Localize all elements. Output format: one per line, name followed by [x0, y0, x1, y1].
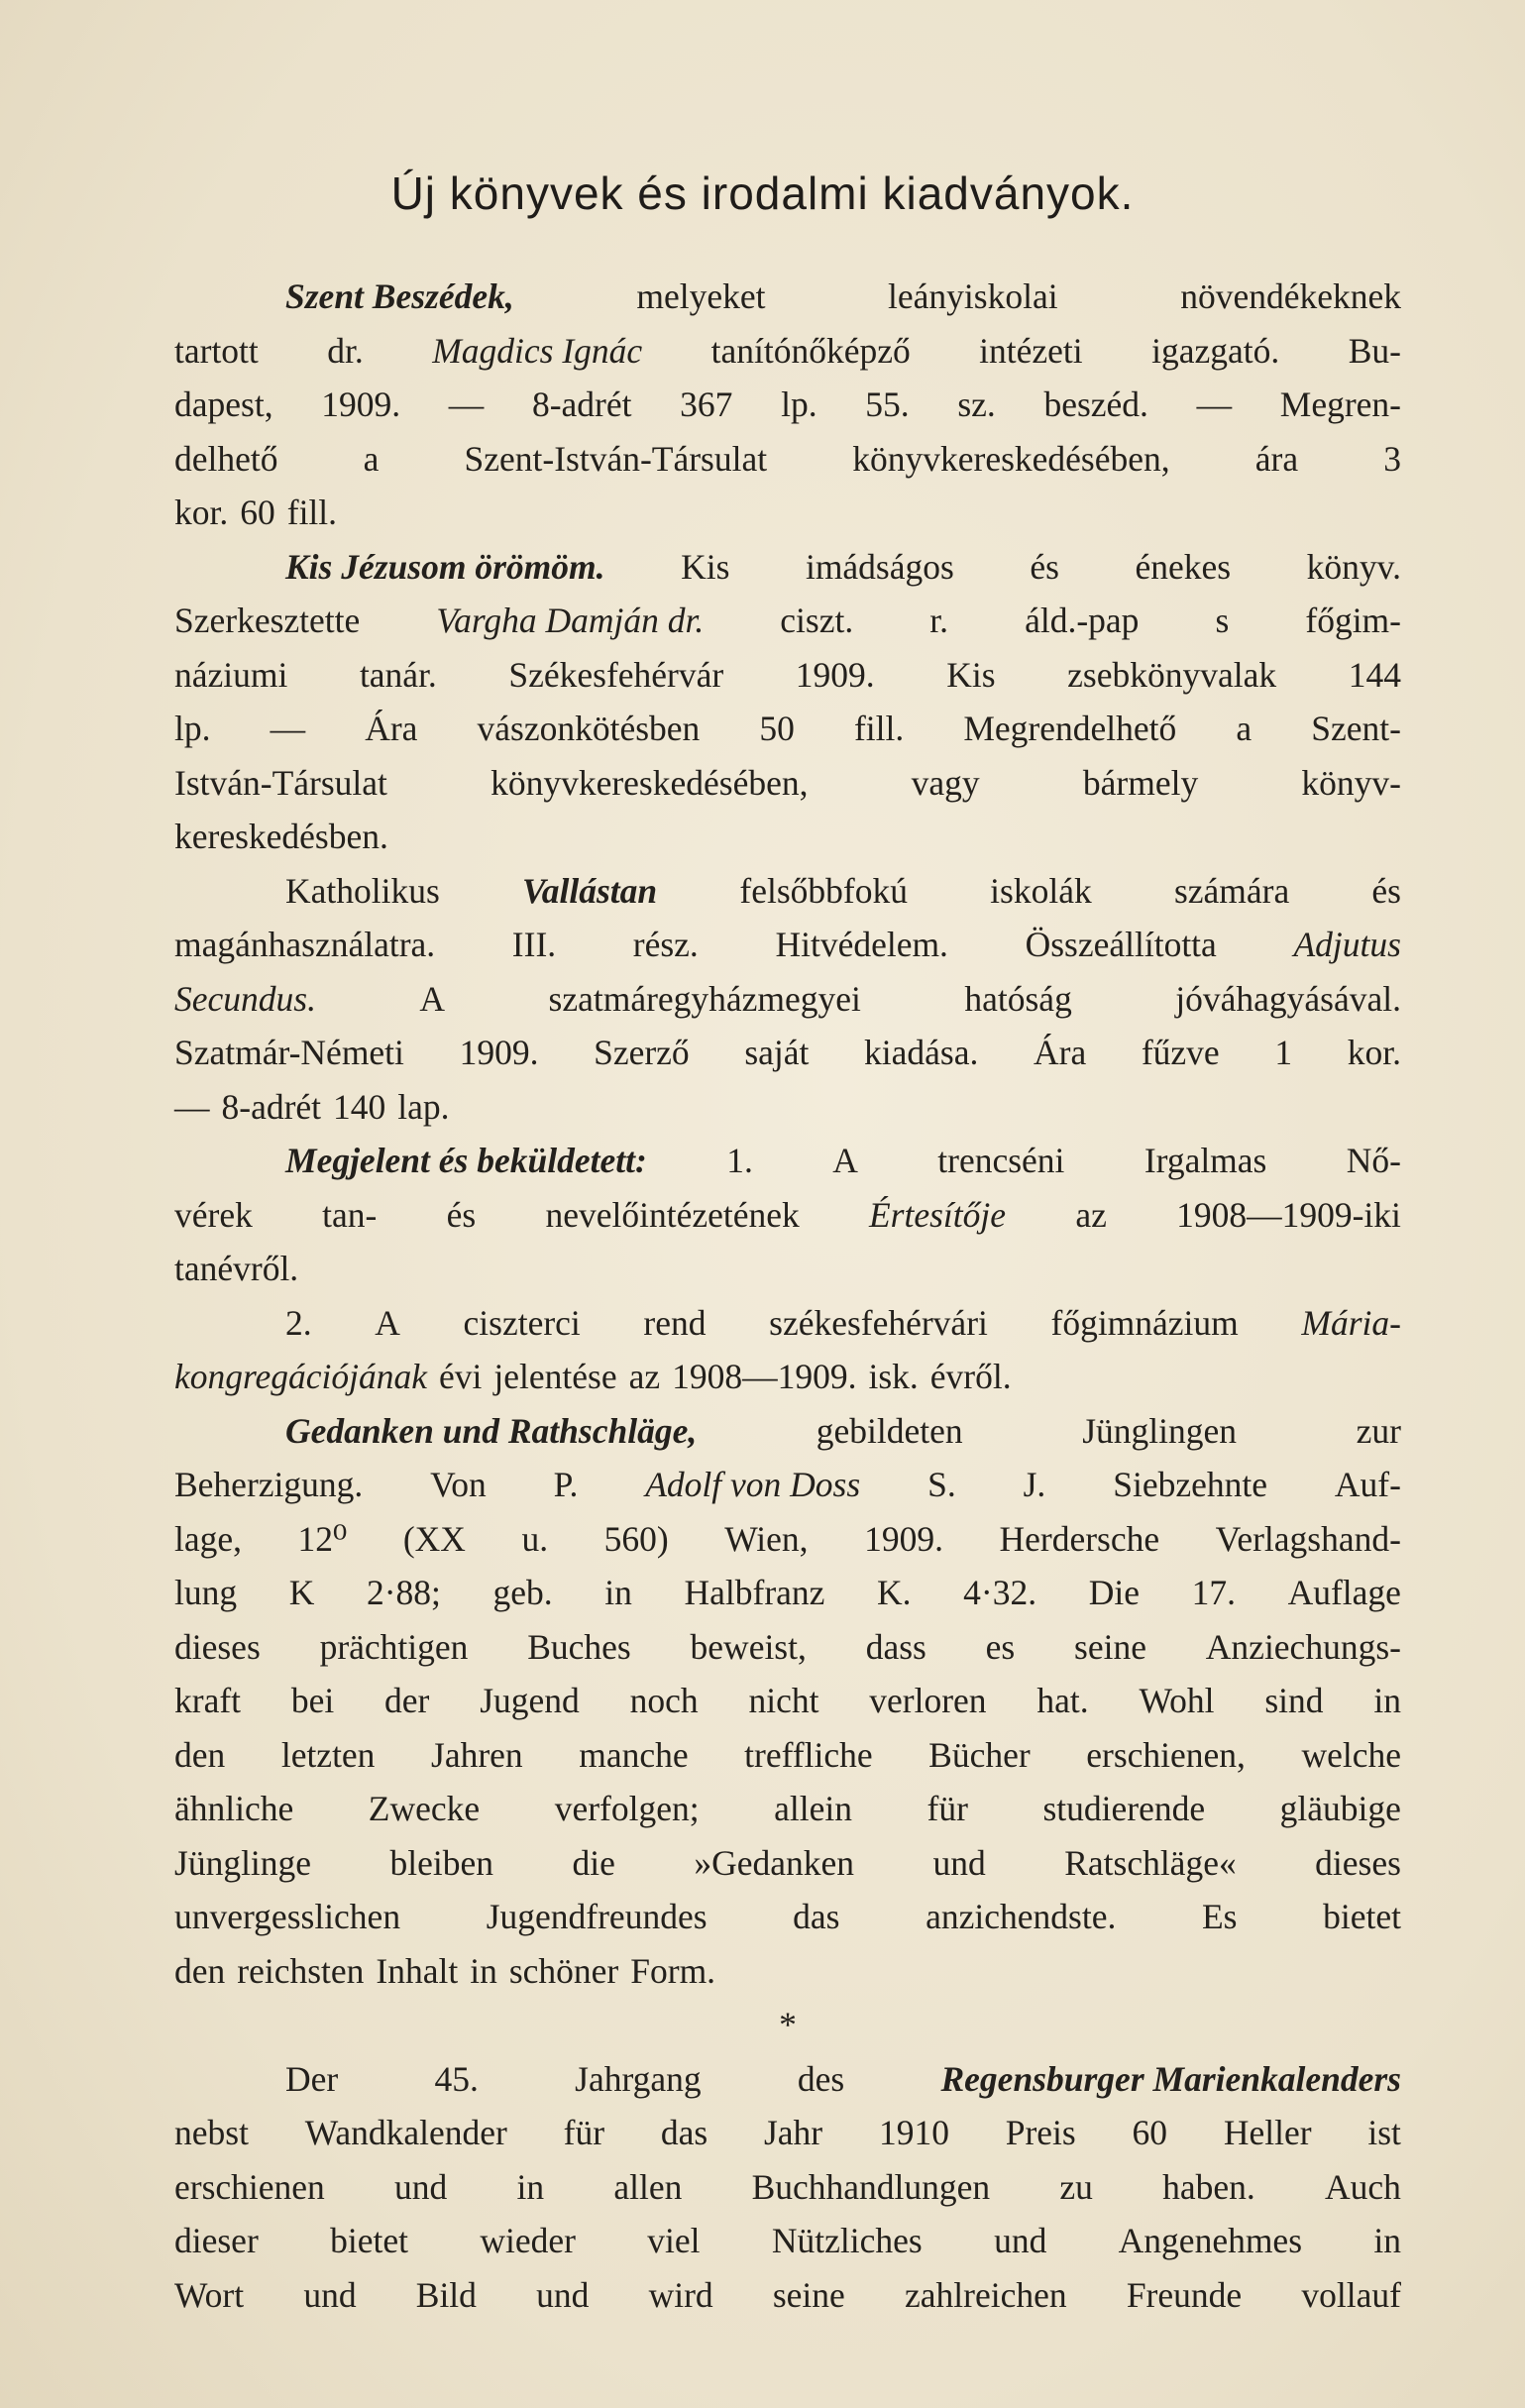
text-line	[174, 1728, 1401, 1783]
word: István-Társulat	[174, 762, 387, 803]
word: Nützliches	[771, 2221, 923, 2260]
word: Ratschläge«	[1064, 1842, 1237, 1883]
word: 12⁰	[297, 1518, 348, 1559]
word: P.	[553, 1465, 579, 1504]
word: S.	[927, 1465, 956, 1504]
word: in	[604, 1573, 632, 1612]
word: seine	[772, 2274, 845, 2315]
word: K	[288, 1573, 315, 1612]
word: számára	[1173, 870, 1290, 911]
text-line	[174, 1674, 1401, 1728]
word: Preis	[1005, 2113, 1076, 2152]
word: Bild	[415, 2274, 477, 2315]
word: 8-adrét	[221, 1086, 322, 1127]
text-line	[174, 486, 1401, 540]
word: 45.	[434, 2058, 479, 2099]
word: Auch	[1325, 2166, 1401, 2207]
word: és	[1371, 870, 1401, 911]
word: Megrendelhető	[963, 709, 1177, 748]
word: Kis	[681, 546, 730, 587]
word: dieses	[174, 1626, 261, 1667]
word: Inhalt	[376, 1950, 459, 1991]
word: viel	[647, 2221, 701, 2260]
word: fill.	[286, 493, 338, 532]
word: dapest,	[174, 384, 273, 424]
word: seine	[1074, 1626, 1146, 1667]
word: lp.	[174, 709, 211, 748]
word: noch	[629, 1681, 699, 1720]
word: Vargha Damján dr.	[436, 601, 705, 640]
text-line	[174, 1296, 1401, 1351]
word: »Gedanken	[694, 1842, 855, 1883]
word: dass	[865, 1626, 926, 1667]
word: az	[1075, 1194, 1107, 1235]
word: dr.	[327, 330, 364, 371]
word: 1909.	[459, 1033, 539, 1072]
paragraph	[174, 1998, 1401, 2052]
word: könyv-	[1301, 762, 1401, 803]
word: fűzve	[1141, 1033, 1220, 1072]
word: A	[419, 978, 446, 1019]
word: tanévről.	[174, 1249, 299, 1288]
word: allen	[613, 2166, 683, 2207]
word: 144	[1348, 654, 1401, 695]
word: A	[375, 1302, 400, 1343]
word: Jünglinge	[174, 1842, 312, 1883]
word: unvergesslichen	[174, 1897, 401, 1936]
word: tanár.	[359, 654, 437, 695]
paragraph	[174, 1404, 1401, 1999]
word: székesfehérvári	[769, 1302, 988, 1343]
word: Verlagshand-	[1215, 1518, 1401, 1559]
word: 1910	[878, 2113, 949, 2152]
word: geb.	[492, 1573, 553, 1612]
word: főgim-	[1305, 601, 1401, 640]
word: tartott	[174, 330, 259, 371]
word: a	[363, 438, 380, 479]
word: kor.	[174, 493, 229, 532]
word: vérek	[174, 1194, 253, 1235]
word: u.	[521, 1518, 549, 1559]
word: welche	[1301, 1734, 1401, 1775]
word: Es	[1201, 1897, 1238, 1936]
word: Secundus.	[174, 978, 316, 1019]
word: 140	[333, 1086, 386, 1127]
word: Regensburger Marienkalenders	[940, 2058, 1401, 2099]
text-line	[174, 1188, 1401, 1243]
word: in	[516, 2166, 545, 2207]
text-line	[174, 1242, 1401, 1296]
text-line	[174, 324, 1401, 379]
word: Szerkesztette	[174, 601, 361, 640]
text-body	[174, 270, 1401, 2322]
word: die	[572, 1842, 615, 1883]
word: 8-adrét	[531, 384, 632, 424]
word: das	[660, 2113, 708, 2152]
paragraph	[174, 1296, 1401, 1404]
word: vollauf	[1301, 2274, 1401, 2315]
word: bietet	[330, 2221, 408, 2260]
word: für	[926, 1789, 968, 1828]
word: Ára	[1033, 1033, 1087, 1072]
word: 50	[759, 709, 795, 748]
word: den	[174, 1734, 226, 1775]
text-line	[174, 1566, 1401, 1620]
word: wieder	[480, 2221, 576, 2260]
word: in	[470, 1950, 497, 1991]
word: Bücher	[928, 1734, 1031, 1775]
word: Zwecke	[368, 1789, 481, 1828]
text-line	[174, 918, 1401, 972]
word: felsőbbfokú	[739, 870, 908, 911]
word: kor.	[1347, 1033, 1401, 1072]
word: Katholikus	[285, 870, 440, 911]
word: Kis	[946, 654, 996, 695]
word: zur	[1356, 1410, 1401, 1451]
word: des	[797, 2058, 845, 2099]
word: Auflage	[1287, 1573, 1401, 1612]
word: dieser	[174, 2221, 259, 2260]
word: lp.	[781, 384, 817, 424]
text-line	[174, 1620, 1401, 1675]
word: erschienen,	[1086, 1734, 1246, 1775]
word: ähnliche	[174, 1789, 294, 1828]
word: 2·88;	[366, 1573, 441, 1612]
word: ist	[1367, 2113, 1401, 2152]
word: növendékeknek	[1180, 276, 1401, 316]
word: trencséni	[937, 1141, 1065, 1180]
word: manche	[579, 1734, 689, 1775]
word: 55.	[865, 384, 910, 424]
word: a	[1236, 709, 1253, 748]
word: rend	[643, 1302, 707, 1343]
word: 17.	[1191, 1573, 1236, 1612]
word: zsebkönyvalak	[1067, 654, 1277, 695]
word: rész.	[632, 925, 699, 964]
word: 1.	[726, 1141, 753, 1180]
word: nevelőintézetének	[545, 1194, 800, 1235]
text-line	[174, 1782, 1401, 1836]
word: III.	[511, 925, 557, 964]
word: Hitvédelem.	[775, 925, 948, 964]
word: Wohl	[1139, 1681, 1215, 1720]
text-line	[174, 594, 1401, 648]
word: haben.	[1162, 2166, 1255, 2207]
text-line	[174, 1404, 1401, 1459]
word: Jünglingen	[1082, 1410, 1238, 1451]
word: Megjelent és beküldetett:	[285, 1141, 647, 1180]
word: saját	[744, 1033, 810, 1072]
word: Megren-	[1279, 384, 1401, 424]
word: 367	[680, 384, 733, 424]
word: Nő-	[1346, 1141, 1401, 1180]
text-line	[174, 810, 1401, 864]
text-line	[174, 270, 1401, 324]
word: gebildeten	[816, 1410, 963, 1451]
word: —	[270, 709, 306, 748]
word: Értesítője	[869, 1194, 1007, 1235]
word: Der	[285, 2058, 339, 2099]
word: Szent Beszédek,	[285, 276, 514, 316]
word: prächtigen	[319, 1626, 469, 1667]
word: szatmáregyházmegyei	[548, 978, 861, 1019]
word: wird	[648, 2274, 713, 2315]
word: Mária-	[1301, 1302, 1401, 1343]
word: lage,	[174, 1518, 243, 1559]
word: 60	[1132, 2113, 1168, 2152]
word: und	[303, 2274, 357, 2315]
text-line	[174, 972, 1401, 1027]
word: Szatmár-Németi	[174, 1033, 404, 1072]
word: bietet	[1323, 1897, 1401, 1936]
word: Adolf von Doss	[645, 1465, 861, 1504]
text-line	[174, 1026, 1401, 1080]
text-line	[174, 1458, 1401, 1512]
text-line	[174, 1134, 1401, 1188]
word: Irgalmas	[1144, 1141, 1267, 1180]
word: dieses	[1315, 1842, 1401, 1883]
word: jelentése	[493, 1357, 617, 1396]
paragraph	[174, 1134, 1401, 1296]
word: 2.	[285, 1302, 312, 1343]
text-line	[174, 2106, 1401, 2160]
word: könyvkereskedésében,	[852, 438, 1170, 479]
text-line	[174, 1080, 1401, 1135]
word: —	[448, 384, 485, 424]
word: Gedanken und Rathschläge,	[285, 1410, 698, 1451]
word: in	[1373, 2221, 1401, 2260]
word: in	[1373, 1681, 1401, 1720]
word: erschienen	[174, 2166, 325, 2207]
page-title: Új könyvek és irodalmi kiadványok.	[390, 167, 1135, 219]
word: Magdics Ignác	[432, 330, 643, 371]
word: kongregációjának	[174, 1357, 428, 1396]
word: für	[563, 2113, 605, 2152]
paragraph	[174, 2052, 1401, 2323]
text-line	[174, 1836, 1401, 1891]
word: das	[793, 1897, 840, 1936]
word: gläubige	[1279, 1789, 1401, 1828]
word: Szerző	[594, 1033, 690, 1072]
word: Herdersche	[999, 1518, 1160, 1559]
word: főgimnázium	[1050, 1302, 1239, 1343]
word: náziumi	[174, 654, 288, 695]
word: imádságos	[805, 546, 954, 587]
word: Vallástan	[522, 870, 658, 911]
word: 1909.	[864, 1518, 943, 1559]
word: zahlreichen	[905, 2274, 1067, 2315]
text-line	[174, 756, 1401, 811]
word: 4·32.	[963, 1573, 1037, 1612]
word: beweist,	[690, 1626, 807, 1667]
word: kereskedésben.	[174, 817, 388, 856]
word: sind	[1264, 1681, 1324, 1720]
word: letzten	[280, 1734, 376, 1775]
word: könyv.	[1306, 546, 1401, 587]
word: és	[1030, 546, 1059, 587]
word: Wort	[174, 2274, 245, 2315]
word: es	[985, 1626, 1016, 1667]
word: und	[932, 1842, 986, 1883]
word: Wien,	[724, 1518, 809, 1559]
word: Adjutus	[1293, 925, 1401, 964]
word: lap.	[397, 1086, 450, 1127]
word: und	[394, 2166, 448, 2207]
word: hat.	[1036, 1681, 1089, 1720]
word: 60	[240, 493, 275, 532]
word: allein	[774, 1789, 852, 1828]
word: Angenehmes	[1118, 2221, 1303, 2260]
word: és	[446, 1194, 477, 1235]
word: 1908—1909.	[672, 1357, 857, 1396]
word: 1	[1274, 1033, 1293, 1072]
word: könyvkereskedésében,	[490, 762, 809, 803]
text-line	[174, 2268, 1401, 2323]
word: kiadása.	[864, 1033, 979, 1072]
word: Összeállította	[1025, 925, 1217, 964]
word: 1908—1909-iki	[1176, 1194, 1401, 1235]
word: Ára	[365, 709, 418, 748]
word: Buchhandlungen	[751, 2166, 991, 2207]
word: 560)	[603, 1518, 669, 1559]
text-line	[174, 2052, 1401, 2107]
word: Bu-	[1348, 330, 1401, 371]
word: —	[1196, 384, 1233, 424]
word: intézeti	[979, 330, 1083, 371]
paragraph	[174, 864, 1401, 1135]
word: 3	[1383, 438, 1401, 479]
word: jóváhagyásával.	[1175, 978, 1401, 1019]
word: Heller	[1223, 2113, 1312, 2152]
text-line	[174, 2214, 1401, 2268]
word: Szent-	[1311, 709, 1401, 748]
word: Jugendfreundes	[486, 1897, 708, 1936]
word: Die	[1088, 1573, 1140, 1612]
word: Buches	[527, 1626, 631, 1667]
word: 1909.	[321, 384, 401, 424]
word: verfolgen;	[554, 1789, 700, 1828]
word: nicht	[748, 1681, 819, 1720]
word: kraft	[174, 1681, 242, 1720]
word: Jahr	[763, 2113, 823, 2152]
word: ciszt.	[780, 601, 854, 640]
word: K.	[877, 1573, 912, 1612]
paragraph	[174, 270, 1401, 540]
word: s	[1215, 601, 1230, 640]
word: leányiskolai	[888, 276, 1058, 316]
word: reichsten	[237, 1950, 365, 1991]
text-line	[174, 1350, 1401, 1404]
word: Auf-	[1334, 1465, 1401, 1504]
text-line	[174, 1998, 1401, 2052]
word: évi	[439, 1357, 483, 1396]
word: Jugend	[480, 1681, 580, 1720]
word: bármely	[1082, 762, 1199, 803]
word: treffliche	[744, 1734, 873, 1775]
word: magánhasználatra.	[174, 925, 436, 964]
word: bei	[290, 1681, 335, 1720]
word: vagy	[911, 762, 980, 803]
word: Beherzigung.	[174, 1465, 364, 1504]
word: Form.	[630, 1950, 716, 1991]
word: schöner	[508, 1950, 619, 1991]
text-line	[174, 1890, 1401, 1944]
word: Jahrgang	[575, 2058, 702, 2099]
word: beszéd.	[1043, 384, 1148, 424]
word: Anziechungs-	[1205, 1626, 1401, 1667]
word: r.	[929, 601, 949, 640]
word: J.	[1023, 1465, 1046, 1504]
word: igazgató.	[1151, 330, 1280, 371]
word: az	[628, 1357, 661, 1396]
word: studierende	[1042, 1789, 1206, 1828]
word: melyeket	[636, 276, 766, 316]
word: áld.-pap	[1025, 601, 1140, 640]
word: Székesfehérvár	[508, 654, 724, 695]
word: vászonkötésben	[477, 709, 701, 748]
text-line	[174, 432, 1401, 487]
word: zu	[1059, 2166, 1093, 2207]
word: A	[832, 1141, 858, 1180]
word: Freunde	[1126, 2274, 1243, 2315]
word: delhető	[174, 438, 278, 479]
word: Wandkalender	[304, 2113, 507, 2152]
word: und	[994, 2221, 1047, 2260]
word: tanítónőképző	[710, 330, 911, 371]
text-line	[174, 1944, 1401, 1999]
word: Kis Jézusom örömöm.	[285, 546, 605, 587]
word: Siebzehnte	[1113, 1465, 1267, 1504]
word: den	[174, 1950, 226, 1991]
word: Jahren	[431, 1734, 523, 1775]
word: verloren	[869, 1681, 987, 1720]
word: anzichendste.	[926, 1897, 1117, 1936]
word: ciszterci	[463, 1302, 581, 1343]
word: évről.	[929, 1357, 1012, 1396]
word: sz.	[957, 384, 996, 424]
word: isk.	[868, 1357, 919, 1396]
word: énekes	[1135, 546, 1232, 587]
word: ára	[1254, 438, 1299, 479]
word: 1909.	[795, 654, 875, 695]
word: nebst	[174, 2113, 249, 2152]
text-line	[174, 540, 1401, 595]
text-line	[174, 2160, 1401, 2215]
text-line	[174, 702, 1401, 756]
word: *	[779, 2005, 797, 2044]
word: Halbfranz	[684, 1573, 825, 1612]
text-line	[174, 864, 1401, 919]
word: hatóság	[964, 978, 1072, 1019]
word: bleiben	[389, 1842, 494, 1883]
word: Szent-István-Társulat	[464, 438, 768, 479]
word: (XX	[402, 1518, 466, 1559]
word: tan-	[322, 1194, 378, 1235]
word: iskolák	[990, 870, 1092, 911]
text-line	[174, 648, 1401, 703]
word: fill.	[853, 709, 905, 748]
word: —	[174, 1086, 210, 1127]
word: und	[536, 2274, 590, 2315]
word: der	[384, 1681, 430, 1720]
text-line	[174, 1512, 1401, 1567]
word: lung	[174, 1573, 238, 1612]
word: Von	[430, 1465, 487, 1504]
paragraph	[174, 540, 1401, 864]
text-line	[174, 378, 1401, 432]
